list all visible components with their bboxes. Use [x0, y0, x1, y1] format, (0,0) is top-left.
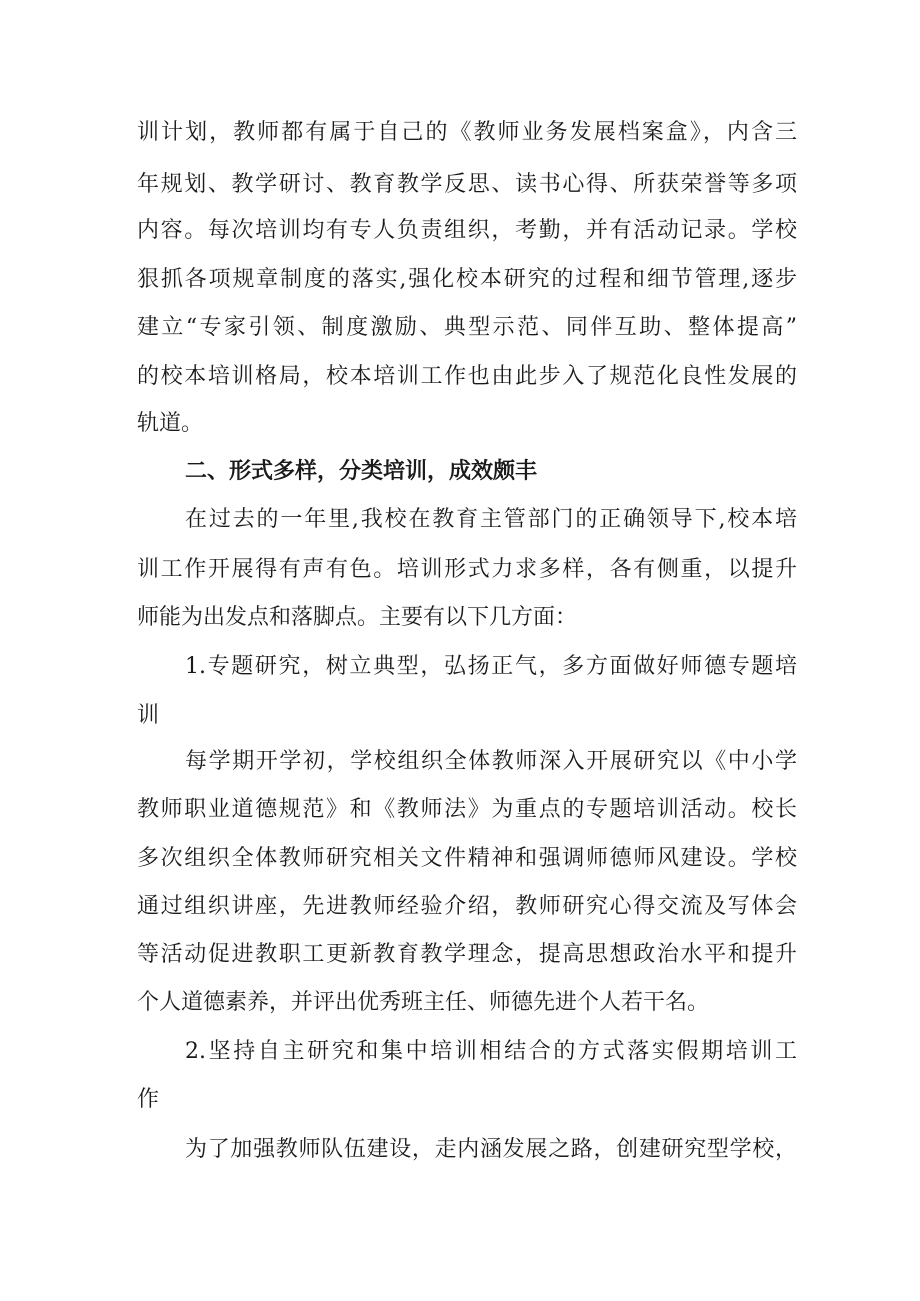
paragraph-line: 内容。每次培训均有专人负责组织，考勤，并有活动记录。学校 [137, 218, 797, 243]
subheading-line: 训 [137, 703, 160, 728]
section-heading: 二、形式多样，分类培训，成效颇丰 [185, 459, 538, 484]
paragraph-line: 等活动促进教职工更新教育教学理念，提高思想政治水平和提升 [137, 942, 797, 967]
paragraph-line: 个人道德素养，并评出优秀班主任、师德先进个人若干名。 [137, 990, 710, 1015]
subheading-line: 1.专题研究，树立典型，弘扬正气，多方面做好师德专题培 [185, 654, 797, 679]
paragraph-line: 每学期开学初，学校组织全体教师深入开展研究以《中小学 [185, 749, 797, 774]
paragraph-line: 多次组织全体教师研究相关文件精神和强调师德师风建设。学校 [137, 846, 797, 871]
paragraph-line: 轨道。 [137, 411, 204, 436]
subheading-line: 作 [137, 1087, 160, 1112]
paragraph-line: 通过组织讲座，先进教师经验介绍，教师研究心得交流及写体会 [137, 894, 797, 919]
paragraph-line: 训计划，教师都有属于自己的《教师业务发展档案盒》，内含三 [137, 120, 797, 145]
paragraph-line: 建立“专家引领、制度激励、典型示范、同伴互助、整体提高” [137, 315, 797, 340]
subheading-line: 2.坚持自主研究和集中培训相结合的方式落实假期培训工 [185, 1039, 797, 1064]
paragraph-line: 狠抓各项规章制度的落实,强化校本研究的过程和细节管理,逐步 [137, 267, 797, 292]
paragraph-line: 师能为出发点和落脚点。主要有以下几方面： [137, 605, 578, 630]
paragraph-line: 年规划、教学研讨、教育教学反思、读书心得、所获荣誉等多项 [137, 172, 797, 197]
paragraph-line: 为了加强教师队伍建设，走内涵发展之路，创建研究型学校， [185, 1137, 797, 1162]
paragraph-line: 教师职业道德规范》和《教师法》为重点的专题培训活动。校长 [137, 797, 797, 822]
paragraph-line: 的校本培训格局，校本培训工作也由此步入了规范化良性发展的 [137, 364, 797, 389]
paragraph-line: 训工作开展得有声有色。培训形式力求多样，各有侧重，以提升 [137, 557, 797, 582]
paragraph-line: 在过去的一年里,我校在教育主管部门的正确领导下,校本培 [185, 507, 797, 532]
